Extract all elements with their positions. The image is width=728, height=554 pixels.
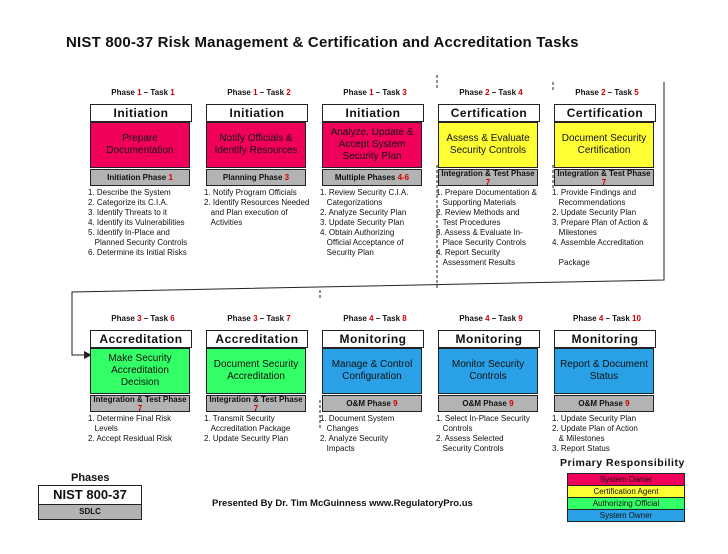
step-list <box>204 414 316 444</box>
sdlc-number: 4-6 <box>397 173 410 182</box>
task-number: 2 <box>286 88 291 97</box>
step-item: Test Procedures <box>436 218 501 227</box>
step-item: 2. Accept Residual Risk <box>88 434 173 443</box>
step-item: 3. Identify Threats to it <box>88 208 168 217</box>
step-item: Security Plan <box>320 248 374 257</box>
step-item: 5. Identify In-Place and <box>88 228 170 237</box>
sdlc-number: 9 <box>625 399 630 408</box>
stage-label: Accreditation <box>90 330 192 348</box>
row-1 <box>87 88 687 328</box>
sdlc-prefix: O&M Phase <box>462 399 510 408</box>
phase-prefix: Phase <box>343 314 370 323</box>
step-list <box>320 414 432 454</box>
step-item: 4. Identify its Vulnerabilities <box>88 218 185 227</box>
phase-task-label <box>315 88 435 97</box>
step-item: & Milestones <box>552 434 605 443</box>
task-box[interactable]: Analyze, Update & Accept System Security Plan <box>322 122 422 168</box>
step-item: 2. Review Methods and <box>436 208 520 217</box>
sdlc-text <box>91 395 189 413</box>
step-item: 1. Prepare Documentation & <box>436 188 537 197</box>
task-number: 1 <box>170 88 175 97</box>
phase-task-label <box>547 314 667 323</box>
task-prefix: – Task <box>257 314 287 323</box>
stage-label: Initiation <box>90 104 192 122</box>
stage-label: Monitoring <box>322 330 424 348</box>
step-item: 1. Describe the System <box>88 188 171 197</box>
task-number: 5 <box>634 88 639 97</box>
task-number: 4 <box>518 88 523 97</box>
step-item: Official Acceptance of <box>320 238 404 247</box>
task-prefix: – Task <box>605 88 635 97</box>
task-box[interactable]: Monitor Security Controls <box>438 348 538 394</box>
stage-label: Certification <box>438 104 540 122</box>
step-list <box>320 188 432 258</box>
step-item: 1. Transmit Security <box>204 414 275 423</box>
task-box[interactable]: Document Security Accreditation <box>206 348 306 394</box>
task-prefix: – Task <box>489 314 519 323</box>
sdlc-prefix: O&M Phase <box>346 399 394 408</box>
step-item: 6. Determine its Initial Risks <box>88 248 187 257</box>
sdlc-number: 1 <box>168 173 173 182</box>
step-item: 2. Assess Selected <box>436 434 504 443</box>
phase-prefix: Phase <box>575 88 602 97</box>
sdlc-phase <box>90 395 190 412</box>
phase-task-label <box>199 88 319 97</box>
nist-legend-box: NIST 800-37 <box>38 485 142 505</box>
phase-task-label <box>83 314 203 323</box>
sdlc-phase <box>322 169 422 186</box>
step-list <box>436 414 548 454</box>
phase-number: 4 <box>485 314 490 323</box>
task-box[interactable]: Document Security Certification <box>554 122 654 168</box>
sdlc-phase <box>206 169 306 186</box>
step-item: Milestones <box>552 228 597 237</box>
step-item: 4. Assemble Accreditation <box>552 238 644 247</box>
task-prefix: – Task <box>257 88 287 97</box>
task-prefix: – Task <box>141 314 171 323</box>
sdlc-phase <box>90 169 190 186</box>
phase-task-label <box>547 88 667 97</box>
step-item: 2. Update Security Plan <box>204 434 289 443</box>
sdlc-phase <box>438 169 538 186</box>
step-item: 2. Update Plan of Action <box>552 424 638 433</box>
step-item: 3. Prepare Plan of Action & <box>552 218 649 227</box>
phase-prefix: Phase <box>459 314 486 323</box>
sdlc-number: 7 <box>253 403 259 413</box>
sdlc-text <box>223 173 289 182</box>
phase-number: 2 <box>485 88 490 97</box>
step-item: 1. Determine Final Risk <box>88 414 172 423</box>
phase-number: 2 <box>601 88 606 97</box>
sdlc-phase <box>322 395 422 412</box>
step-list <box>204 188 316 228</box>
sdlc-text <box>439 169 537 187</box>
stage-label: Accreditation <box>206 330 308 348</box>
phase-number: 4 <box>598 314 604 323</box>
task-box[interactable]: Notify Officials & Identify Resources <box>206 122 306 168</box>
step-item: Package <box>552 258 590 267</box>
task-box[interactable]: Manage & Control Configuration <box>322 348 422 394</box>
sdlc-prefix: Integration & Test Phase <box>209 394 303 404</box>
sdlc-prefix: Initiation Phase <box>107 173 169 182</box>
phase-prefix: Phase <box>343 88 370 97</box>
step-item: 1. Document System <box>320 414 395 423</box>
responsibility-item: Certification Agent <box>567 485 685 498</box>
step-item: 4. Report Security <box>436 248 501 257</box>
phases-legend-label: Phases <box>71 472 110 484</box>
step-item: 1. Review Security C.I.A. <box>320 188 409 197</box>
presented-by: Presented By Dr. Tim McGuinness www.RegulatoryPro.us <box>212 498 473 509</box>
primary-responsibility-label: Primary Responsibility <box>560 457 685 469</box>
task-box[interactable]: Assess & Evaluate Security Controls <box>438 122 538 168</box>
phase-prefix: Phase <box>227 314 254 323</box>
step-item: 3. Assess & Evaluate In- <box>436 228 523 237</box>
step-item: 1. Provide Findings and <box>552 188 637 197</box>
step-item: 3. Update Security Plan <box>320 218 405 227</box>
phase-prefix: Phase <box>227 88 254 97</box>
phase-number: 3 <box>253 314 258 323</box>
task-box[interactable]: Report & Document Status <box>554 348 654 394</box>
task-number: 8 <box>402 314 407 323</box>
step-item: 1. Notify Program Officials <box>204 188 297 197</box>
sdlc-phase <box>438 395 538 412</box>
step-item: 2. Analyze Security <box>320 434 389 443</box>
phase-task-label <box>83 88 203 97</box>
step-item: Supporting Materials <box>436 198 517 207</box>
phase-prefix: Phase <box>111 314 138 323</box>
phase-prefix: Phase <box>111 88 138 97</box>
sdlc-text <box>462 399 513 408</box>
sdlc-legend-box: SDLC <box>38 504 142 520</box>
task-number: 9 <box>518 314 523 323</box>
phase-number: 1 <box>253 88 258 97</box>
task-number: 3 <box>402 88 407 97</box>
responsibility-item: System Owner <box>567 509 685 522</box>
responsibility-item: Authorizing Official <box>567 497 685 510</box>
stage-label: Monitoring <box>438 330 540 348</box>
step-item: 3. Report Status <box>552 444 610 453</box>
step-item: Assessment Results <box>436 258 516 267</box>
step-item: Place Security Controls <box>436 238 526 247</box>
sdlc-prefix: Multiple Phases <box>334 173 398 182</box>
task-number: 10 <box>632 314 641 323</box>
sdlc-text <box>346 399 397 408</box>
step-item: 2. Update Security Plan <box>552 208 637 217</box>
task-prefix: – Task <box>373 88 403 97</box>
task-box[interactable]: Prepare Documentation <box>90 122 190 168</box>
phase-task-label <box>431 88 551 97</box>
sdlc-number: 9 <box>393 399 398 408</box>
task-prefix: – Task <box>141 88 171 97</box>
step-list <box>88 414 200 444</box>
step-list <box>88 188 200 258</box>
sdlc-text <box>207 395 305 413</box>
step-item: Impacts <box>320 444 355 453</box>
sdlc-number: 9 <box>509 399 514 408</box>
step-item: Security Controls <box>436 444 504 453</box>
sdlc-number: 7 <box>601 177 607 187</box>
step-item: Categorizations <box>320 198 383 207</box>
step-item: Accreditation Package <box>204 424 291 433</box>
task-prefix: – Task <box>373 314 403 323</box>
phase-number: 3 <box>137 314 142 323</box>
step-item: Levels <box>88 424 118 433</box>
stage-label: Initiation <box>206 104 308 122</box>
task-prefix: – Task <box>489 88 519 97</box>
step-item: Recommendations <box>552 198 626 207</box>
sdlc-text <box>335 173 409 182</box>
step-item: and Plan execution of <box>204 208 288 217</box>
sdlc-number: 3 <box>284 173 290 182</box>
step-list <box>552 414 664 454</box>
page-title: NIST 800-37 Risk Management & Certification and Accreditation Tasks <box>66 34 579 51</box>
sdlc-prefix: Planning Phase <box>222 173 285 182</box>
sdlc-phase <box>554 395 654 412</box>
sdlc-text <box>107 173 173 182</box>
step-list <box>436 188 548 268</box>
step-item: 2. Identify Resources Needed <box>204 198 310 207</box>
stage-label: Certification <box>554 104 656 122</box>
step-item: Controls <box>436 424 473 433</box>
step-item: Planned Security Controls <box>88 238 188 247</box>
responsibility-item: System Owner <box>567 473 685 486</box>
sdlc-text <box>578 399 629 408</box>
phase-number: 4 <box>369 314 374 323</box>
sdlc-prefix: O&M Phase <box>578 399 626 408</box>
sdlc-prefix: Integration & Test Phase <box>557 168 651 178</box>
phase-task-label <box>315 314 435 323</box>
step-item: 1. Select In-Place Security <box>436 414 530 423</box>
step-item: Changes <box>320 424 359 433</box>
task-number: 6 <box>170 314 175 323</box>
sdlc-phase <box>554 169 654 186</box>
stage-label: Initiation <box>322 104 424 122</box>
phase-number: 1 <box>369 88 374 97</box>
step-item: 2. Categorize its C.I.A. <box>88 198 169 207</box>
sdlc-number: 7 <box>485 177 491 187</box>
task-number: 7 <box>286 314 291 323</box>
step-item: 4. Obtain Authorizing <box>320 228 395 237</box>
step-item: Activities <box>204 218 243 227</box>
step-item: 1. Update Security Plan <box>552 414 637 423</box>
sdlc-number: 7 <box>137 403 143 413</box>
phase-prefix: Phase <box>573 314 599 323</box>
sdlc-prefix: Integration & Test Phase <box>441 168 535 178</box>
task-box[interactable]: Make Security Accreditation Decision <box>90 348 190 394</box>
phase-task-label <box>199 314 319 323</box>
task-prefix: – Task <box>603 314 633 323</box>
sdlc-phase <box>206 395 306 412</box>
step-item <box>552 248 664 258</box>
sdlc-prefix: Integration & Test Phase <box>93 394 187 404</box>
sdlc-text <box>555 169 653 187</box>
step-list <box>552 188 664 268</box>
phase-number: 1 <box>137 88 142 97</box>
step-item: 2. Analyze Security Plan <box>320 208 407 217</box>
phase-task-label <box>431 314 551 323</box>
stage-label: Monitoring <box>554 330 656 348</box>
phase-prefix: Phase <box>459 88 486 97</box>
